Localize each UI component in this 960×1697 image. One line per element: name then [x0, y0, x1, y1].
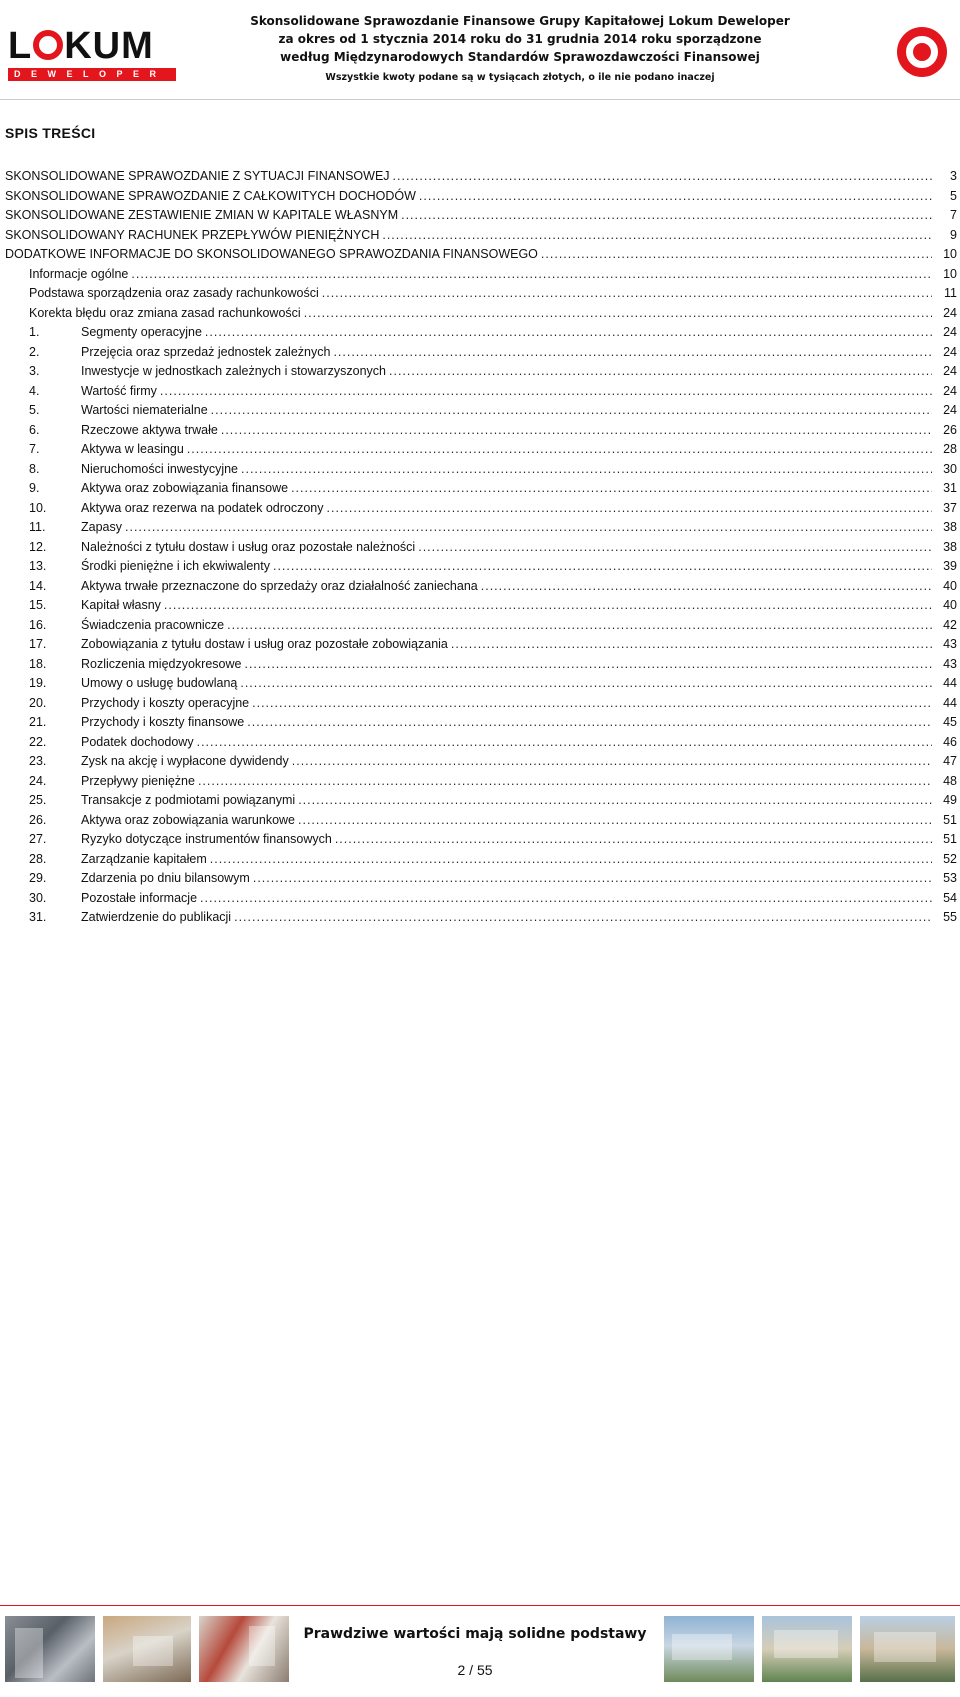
toc-entry-number: 7.: [29, 442, 40, 456]
toc-entry[interactable]: [5, 655, 957, 675]
toc-entry-title: Rozliczenia międzyokresowe: [81, 656, 242, 671]
toc-title: SPIS TREŚCI: [5, 125, 96, 141]
toc-entry-title: Wartość firmy: [81, 383, 157, 398]
toc-dot-leader: [418, 538, 932, 558]
toc-entry[interactable]: [5, 616, 957, 636]
toc-entry-title: Wartości niematerialne: [81, 403, 208, 417]
toc-dot-leader: [333, 343, 932, 363]
toc-entry-title: Podstawa sporządzenia oraz zasady rachunkowości: [29, 286, 319, 300]
toc-entry[interactable]: [5, 323, 957, 343]
toc-entry[interactable]: [5, 889, 957, 909]
toc-entry-title: Przejęcia oraz sprzedaż jednostek zależnych: [81, 344, 331, 359]
toc-entry[interactable]: [5, 167, 957, 187]
toc-entry[interactable]: [5, 811, 957, 831]
toc-entry-number: 19.: [29, 676, 47, 690]
toc-entry[interactable]: [5, 830, 957, 850]
toc-entry-title: Inwestycje w jednostkach zależnych i stowarzyszonych: [81, 364, 386, 378]
toc-entry[interactable]: [5, 850, 957, 870]
toc-dot-leader: [164, 596, 932, 616]
toc-entry-number: 18.: [29, 656, 47, 671]
toc-entry-number: 14.: [29, 578, 47, 593]
toc-entry-page: 3: [950, 169, 957, 183]
toc-entry-page: 37: [943, 500, 957, 515]
footer-photo: [762, 1616, 852, 1682]
toc-entry[interactable]: [5, 674, 957, 694]
toc-entry-title: DODATKOWE INFORMACJE DO SKONSOLIDOWANEGO SPRAWOZDANIA FINANSOWEGO: [5, 247, 538, 261]
toc-entry[interactable]: [5, 362, 957, 382]
toc-entry-title: SKONSOLIDOWANE SPRAWOZDANIE Z CAŁKOWITYCH DOCHODÓW: [5, 188, 416, 203]
toc-entry-number: 15.: [29, 598, 47, 612]
toc-entry-page: 5: [950, 188, 957, 203]
toc-entry-number: 9.: [29, 481, 40, 495]
logo-o-ring-icon: [33, 30, 63, 60]
toc-dot-leader: [197, 733, 932, 753]
toc-entry-number: 12.: [29, 539, 47, 554]
toc-entry-title: Transakcje z podmiotami powiązanymi: [81, 793, 296, 807]
toc-entry-page: 31: [943, 481, 957, 495]
toc-entry-page: 38: [943, 539, 957, 554]
toc-entry-page: 10: [943, 266, 957, 281]
footer-photo: [860, 1616, 955, 1682]
toc-dot-leader: [322, 284, 932, 304]
toc-entry-number: 13.: [29, 559, 47, 573]
toc-dot-leader: [234, 908, 932, 928]
toc-entry-number: 8.: [29, 461, 40, 476]
toc-entry-title: Aktywa oraz zobowiązania finansowe: [81, 481, 289, 495]
toc-entry[interactable]: [5, 596, 957, 616]
toc-dot-leader: [131, 265, 932, 285]
toc-entry-page: 42: [943, 617, 957, 632]
footer-slogan: Prawdziwe wartości mają solidne podstawy: [303, 1626, 647, 1642]
toc-entry[interactable]: [5, 791, 957, 811]
toc-dot-leader: [273, 557, 932, 577]
toc-entry-number: 31.: [29, 910, 47, 924]
report-title-block: [240, 12, 800, 85]
toc-entry-title: Kapitał własny: [81, 598, 161, 612]
toc-entry-number: 30.: [29, 890, 47, 905]
toc-entry-number: 5.: [29, 403, 40, 417]
toc-entry-number: 6.: [29, 422, 40, 437]
toc-entry-title: Aktywa oraz rezerwa na podatek odroczony: [81, 500, 324, 515]
toc-entry-page: 7: [950, 208, 957, 222]
toc-entry-page: 43: [943, 656, 957, 671]
toc-entry-number: 28.: [29, 851, 47, 866]
toc-entry-title: Przepływy pieniężne: [81, 773, 195, 788]
toc-entry-number: 3.: [29, 364, 40, 378]
toc-dot-leader: [240, 674, 932, 694]
toc-entry-page: 53: [943, 871, 957, 885]
toc-entry-title: Przychody i koszty finansowe: [81, 715, 245, 729]
toc-entry-title: SKONSOLIDOWANE ZESTAWIENIE ZMIAN W KAPITALE WŁASNYM: [5, 208, 399, 222]
toc-dot-leader: [298, 811, 932, 831]
toc-dot-leader: [451, 635, 932, 655]
footer-photo: [199, 1616, 289, 1682]
toc-entry[interactable]: [5, 206, 957, 226]
toc-entry[interactable]: [5, 421, 957, 441]
toc-entry[interactable]: [5, 752, 957, 772]
toc-dot-leader: [541, 245, 932, 265]
toc-dot-leader: [401, 206, 932, 226]
toc-entry-page: 43: [943, 637, 957, 651]
logo-letter-l: L: [8, 25, 33, 67]
footer-photo: [664, 1616, 754, 1682]
toc-entry-title: Zysk na akcję i wypłacone dywidendy: [81, 754, 289, 768]
toc-dot-leader: [419, 187, 932, 207]
report-title-line: Skonsolidowane Sprawozdanie Finansowe Grupy Kapitałowej Lokum Deweloper: [250, 14, 790, 28]
toc-dot-leader: [304, 304, 932, 324]
toc-entry-title: Zobowiązania z tytułu dostaw i usług oraz pozostałe zobowiązania: [81, 637, 448, 651]
toc-entry-page: 24: [943, 383, 957, 398]
logo-letters-kum: KUM: [64, 25, 154, 67]
toc-entry[interactable]: [5, 479, 957, 499]
footer-photo: [5, 1616, 95, 1682]
toc-dot-leader: [389, 362, 932, 382]
toc-entry[interactable]: [5, 440, 957, 460]
toc-dot-leader: [211, 401, 932, 421]
toc-entry[interactable]: [5, 401, 957, 421]
toc-entry-page: 26: [943, 422, 957, 437]
toc-entry[interactable]: [5, 187, 957, 207]
toc-entry-number: 1.: [29, 325, 40, 339]
page-number: 2 / 55: [457, 1662, 493, 1678]
toc-entry-page: 24: [943, 403, 957, 417]
toc-entry-page: 44: [943, 676, 957, 690]
currency-note: Wszystkie kwoty podane są w tysiącach złotych, o ile nie podano inaczej: [325, 72, 715, 83]
toc-entry-page: 48: [943, 773, 957, 788]
toc-entry-page: 46: [943, 734, 957, 749]
report-title-line: według Międzynarodowych Standardów Sprawozdawczości Finansowej: [280, 50, 760, 64]
toc-entry-title: Korekta błędu oraz zmiana zasad rachunkowości: [29, 305, 301, 320]
header-divider: [0, 99, 960, 100]
toc-dot-leader: [221, 421, 932, 441]
toc-entry-number: 24.: [29, 773, 47, 788]
report-title-line: za okres od 1 stycznia 2014 roku do 31 grudnia 2014 roku sporządzone: [278, 32, 762, 46]
brand-circle-icon: [897, 27, 947, 77]
toc-entry-title: Aktywa w leasingu: [81, 442, 184, 456]
toc-dot-leader: [160, 382, 932, 402]
toc-entry-page: 49: [943, 793, 957, 807]
toc-dot-leader: [247, 713, 932, 733]
toc-entry-title: SKONSOLIDOWANY RACHUNEK PRZEPŁYWÓW PIENIĘŻNYCH: [5, 227, 380, 242]
toc-entry-page: 24: [943, 364, 957, 378]
toc-dot-leader: [210, 850, 932, 870]
toc-entry-title: Zdarzenia po dniu bilansowym: [81, 871, 250, 885]
toc-entry-page: 54: [943, 890, 957, 905]
toc-entry[interactable]: [5, 245, 957, 265]
toc-dot-leader: [205, 323, 932, 343]
toc-entry[interactable]: [5, 772, 957, 792]
toc-entry-page: 40: [943, 578, 957, 593]
toc-entry-number: 23.: [29, 754, 47, 768]
toc-entry[interactable]: [5, 869, 957, 889]
toc-dot-leader: [335, 830, 932, 850]
toc-dot-leader: [125, 518, 932, 538]
toc-entry-title: Podatek dochodowy: [81, 734, 194, 749]
toc-entry[interactable]: [5, 499, 957, 519]
toc-entry-number: 2.: [29, 344, 40, 359]
toc-entry-number: 10.: [29, 500, 47, 515]
toc-entry-number: 26.: [29, 812, 47, 827]
toc-dot-leader: [327, 499, 933, 519]
toc-entry[interactable]: [5, 557, 957, 577]
toc-entry[interactable]: [5, 577, 957, 597]
toc-entry-page: 24: [943, 344, 957, 359]
toc-dot-leader: [253, 869, 932, 889]
toc-entry-page: 24: [943, 305, 957, 320]
toc-entry-page: 47: [943, 754, 957, 768]
toc-entry-page: 38: [943, 520, 957, 534]
toc-entry-title: Aktywa trwałe przeznaczone do sprzedaży oraz działalność zaniechana: [81, 578, 478, 593]
toc-entry-title: Zatwierdzenie do publikacji: [81, 910, 232, 924]
toc-entry-page: 24: [943, 325, 957, 339]
toc-entry-page: 30: [943, 461, 957, 476]
toc-entry-title: Rzeczowe aktywa trwałe: [81, 422, 218, 437]
company-logo: [8, 25, 178, 79]
toc-entry-title: Przychody i koszty operacyjne: [81, 695, 250, 710]
toc-entry-page: 40: [943, 598, 957, 612]
toc-entry-number: 4.: [29, 383, 40, 398]
toc-entry-page: 45: [943, 715, 957, 729]
toc-entry-page: 28: [943, 442, 957, 456]
toc-entry-number: 22.: [29, 734, 47, 749]
toc-dot-leader: [292, 752, 932, 772]
toc-entry[interactable]: [5, 733, 957, 753]
toc-entry-page: 44: [943, 695, 957, 710]
toc-dot-leader: [291, 479, 932, 499]
toc-entry-title: Należności z tytułu dostaw i usług oraz pozostałe należności: [81, 539, 416, 554]
toc-dot-leader: [382, 226, 932, 246]
toc-entry-page: 51: [943, 832, 957, 846]
toc-dot-leader: [244, 655, 932, 675]
toc-entry-number: 11.: [29, 520, 46, 534]
footer-divider: [0, 1605, 960, 1606]
toc-dot-leader: [252, 694, 932, 714]
toc-entry-number: 16.: [29, 617, 47, 632]
toc-entry-title: Umowy o usługę budowlaną: [81, 676, 238, 690]
toc-dot-leader: [241, 460, 932, 480]
page-header: [0, 0, 960, 100]
toc-dot-leader: [200, 889, 932, 909]
toc-dot-leader: [198, 772, 932, 792]
toc-entry[interactable]: [5, 265, 957, 285]
toc-entry-number: 21.: [29, 715, 47, 729]
toc-entry[interactable]: [5, 538, 957, 558]
page-footer: [0, 1612, 960, 1697]
toc-entry-number: 27.: [29, 832, 47, 846]
toc-entry-page: 11: [944, 286, 957, 300]
toc-entry-title: Świadczenia pracownicze: [81, 617, 225, 632]
toc-entry-number: 20.: [29, 695, 47, 710]
toc-entry-title: Zarządzanie kapitałem: [81, 851, 207, 866]
table-of-contents: [5, 167, 957, 928]
toc-entry-title: Informacje ogólne: [29, 266, 129, 281]
toc-entry-page: 39: [943, 559, 957, 573]
toc-entry-page: 51: [943, 812, 957, 827]
toc-entry-number: 17.: [29, 637, 47, 651]
toc-entry[interactable]: [5, 713, 957, 733]
toc-entry-page: 9: [950, 227, 957, 242]
toc-entry[interactable]: [5, 694, 957, 714]
toc-entry-title: Zapasy: [81, 520, 122, 534]
toc-dot-leader: [298, 791, 932, 811]
toc-entry-title: Aktywa oraz zobowiązania warunkowe: [81, 812, 295, 827]
toc-entry[interactable]: [5, 343, 957, 363]
toc-entry-number: 29.: [29, 871, 47, 885]
toc-entry-title: Nieruchomości inwestycyjne: [81, 461, 239, 476]
toc-dot-leader: [481, 577, 932, 597]
toc-entry-title: SKONSOLIDOWANE SPRAWOZDANIE Z SYTUACJI FINANSOWEJ: [5, 169, 390, 183]
toc-entry[interactable]: [5, 635, 957, 655]
toc-dot-leader: [227, 616, 932, 636]
toc-entry-title: Środki pieniężne i ich ekwiwalenty: [81, 559, 270, 573]
toc-entry-title: Segmenty operacyjne: [81, 325, 202, 339]
toc-entry-page: 55: [943, 910, 957, 924]
toc-dot-leader: [187, 440, 932, 460]
toc-entry[interactable]: [5, 518, 957, 538]
toc-dot-leader: [393, 167, 932, 187]
toc-entry[interactable]: [5, 284, 957, 304]
footer-photo: [103, 1616, 191, 1682]
toc-entry[interactable]: [5, 382, 957, 402]
logo-subtitle: DEWELOPER: [8, 68, 176, 81]
toc-entry-title: Ryzyko dotyczące instrumentów finansowych: [81, 832, 332, 846]
toc-entry-title: Pozostałe informacje: [81, 890, 198, 905]
toc-entry-page: 52: [943, 851, 957, 866]
toc-entry-number: 25.: [29, 793, 47, 807]
toc-entry[interactable]: [5, 304, 957, 324]
toc-entry-page: 10: [943, 247, 957, 261]
toc-entry[interactable]: [5, 226, 957, 246]
toc-entry[interactable]: [5, 908, 957, 928]
toc-entry[interactable]: [5, 460, 957, 480]
